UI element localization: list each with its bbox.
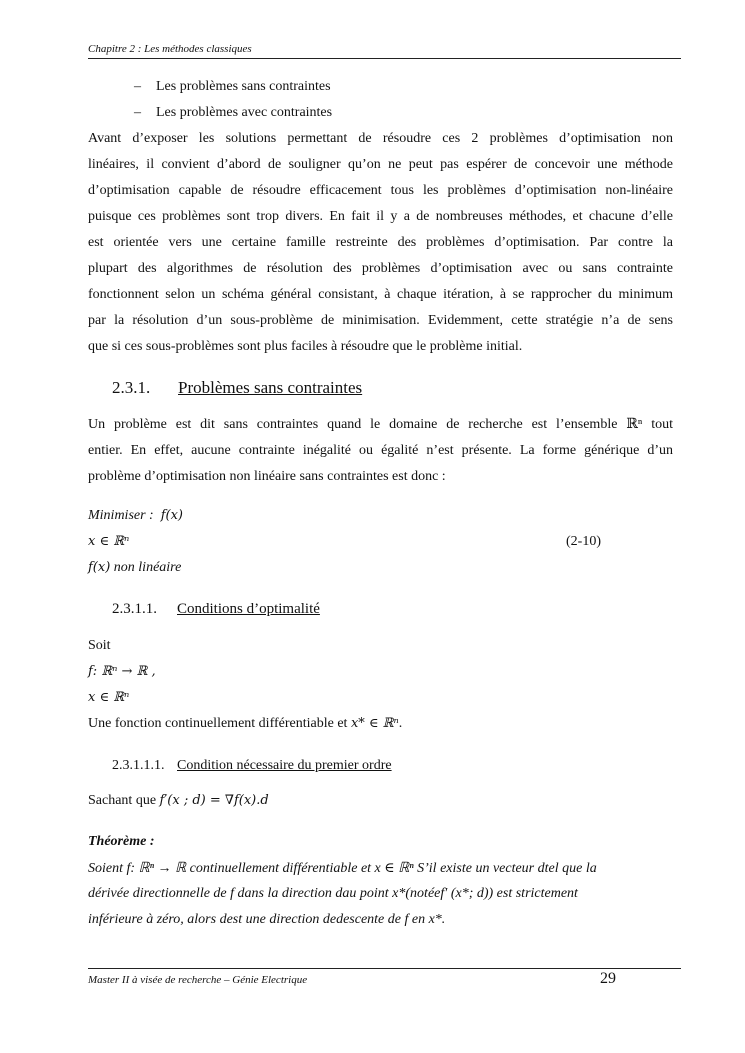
- nonlinear-text: non linéaire: [113, 560, 182, 575]
- paragraph-line: est orientée vers une certaine famille restreinte des problèmes d’optimisation. Par contre la: [88, 235, 673, 250]
- continuity-sentence: [88, 716, 402, 732]
- directional-derivative-math: f′(x ; d) = ∇f(x).d: [159, 793, 269, 808]
- paragraph-line: que si ces sous-problèmes sont plus faciles à résoudre que le problème initial.: [88, 339, 523, 354]
- formulation-line-nonlinear: [88, 560, 181, 576]
- list-item: [134, 79, 331, 95]
- section-number: 2.3.1.: [112, 378, 151, 397]
- section-number: 2.3.1.1.: [112, 601, 157, 617]
- paragraph-line: linéaires, il convient d’abord de souligner qu’on ne peut pas espérer de concevoir une méthode: [88, 157, 673, 172]
- paragraph-line: entier. En effet, aucune contrainte inégalité ou égalité n’est présente. La forme générique d’un: [88, 443, 673, 458]
- list-item-text: Les problèmes avec contraintes: [156, 105, 333, 120]
- paragraph-line: problème d’optimisation non linéaire sans contraintes est donc :: [88, 469, 446, 484]
- function-definition: [88, 664, 156, 680]
- section-paragraph: [88, 412, 673, 490]
- formulation-line-domain: [88, 534, 129, 550]
- list-item-text: Les problèmes sans contraintes: [156, 79, 331, 94]
- running-footer: Master II à visée de recherche – Génie Electrique: [88, 974, 308, 986]
- header-rule: [88, 58, 681, 59]
- section-title: Condition nécessaire du premier ordre: [177, 758, 392, 773]
- domain-math: x ∈ ℝⁿ: [88, 690, 130, 705]
- equation-number: (2-10): [566, 534, 601, 549]
- soit-text: Soit: [88, 638, 111, 653]
- page-number: 29: [600, 970, 616, 987]
- footer-rule: [88, 968, 681, 969]
- sentence-end: .: [398, 716, 403, 731]
- list-bullet: –: [134, 79, 141, 94]
- running-header: Chapitre 2 : Les méthodes classiques: [88, 43, 252, 55]
- intro-paragraph: [88, 126, 673, 360]
- minimiser-label: Minimiser :: [88, 508, 154, 523]
- theorem-line: dérivée directionnelle de f dans la direction dau point x*(notéef′ (x*; d)) est strictement: [88, 886, 578, 901]
- list-item: [134, 105, 332, 121]
- sentence-text: Une fonction continuellement différentiable et: [88, 716, 348, 731]
- section-title: Problèmes sans contraintes: [178, 378, 363, 397]
- theorem-line: Soient f: ℝⁿ → ℝ continuellement différentiable et x ∈ ℝⁿ S’il existe un vecteur dtel que la: [88, 861, 597, 876]
- section-heading-2-3-1-1: [112, 601, 320, 618]
- function-math: f: ℝⁿ → ℝ ,: [88, 664, 156, 679]
- sachant-text: Sachant que: [88, 793, 157, 808]
- paragraph-line: plupart des algorithmes de résolution des problèmes d’optimisation avec ou sans contrainte: [88, 261, 673, 276]
- theorem-line: inférieure à zéro, alors dest une direction dedescente de f en x*.: [88, 912, 446, 927]
- theorem-title: Théorème :: [88, 834, 155, 849]
- list-bullet: –: [134, 105, 141, 120]
- sachant-line: [88, 793, 269, 809]
- paragraph-line: fonctionnent selon un schéma général consistant, à chaque itération, à se rapprocher du minimum: [88, 287, 673, 302]
- sentence-math: x* ∈ ℝⁿ: [350, 716, 399, 731]
- section-heading-2-3-1-1-1: [112, 758, 392, 774]
- paragraph-line: puisque ces problèmes sont trop divers. En fait il y a de nombreuses méthodes, et chacune d’elle: [88, 209, 673, 224]
- domain-line: [88, 690, 129, 706]
- paragraph-line: d’optimisation capable de résoudre efficacement tous les problèmes d’optimisation non-linéaire: [88, 183, 673, 198]
- paragraph-line: Avant d’exposer les solutions permettant de résoudre ces 2 problèmes d’optimisation non: [88, 131, 673, 146]
- section-heading-2-3-1: [112, 378, 362, 398]
- objective-math: f(x): [160, 508, 184, 523]
- formulation-line-objective: [88, 508, 183, 524]
- section-title: Conditions d’optimalité: [177, 601, 320, 617]
- paragraph-line: Un problème est dit sans contraintes quand le domaine de recherche est l’ensemble ℝⁿ tout: [88, 417, 673, 432]
- domain-math: x ∈ ℝⁿ: [88, 534, 130, 549]
- nonlinear-math: f(x): [88, 560, 111, 575]
- section-number: 2.3.1.1.1.: [112, 758, 165, 773]
- paragraph-line: par la résolution d’un sous-problème de minimisation. Evidemment, cette stratégie n’a de sens: [88, 313, 673, 328]
